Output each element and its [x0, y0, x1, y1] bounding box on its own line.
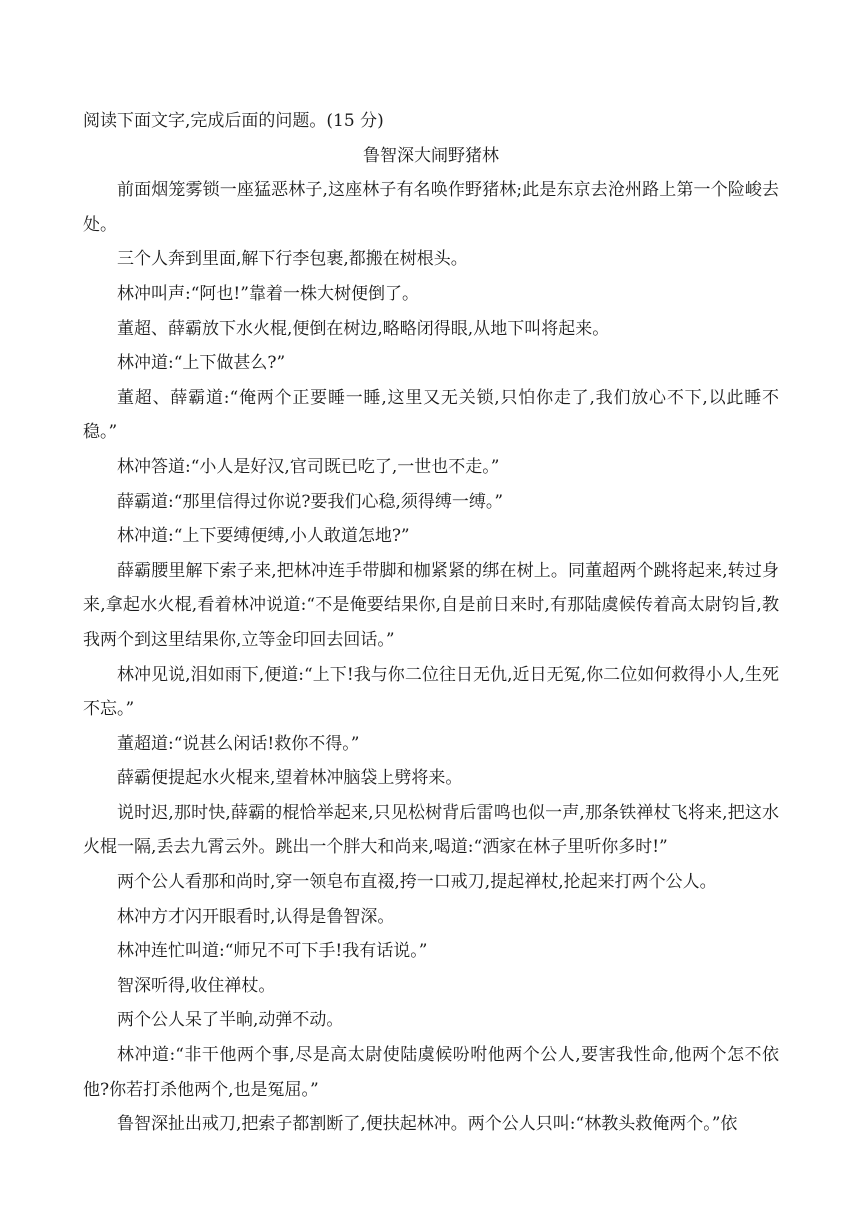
paragraph: 薛霸便提起水火棍来,望着林冲脑袋上劈将来。: [117, 768, 463, 789]
paragraph: 董超、薛霸放下水火棍,便倒在树边,略略闭得眼,从地下叫将起来。: [117, 318, 610, 339]
paragraph: 鲁智深扯出戒刀,把索子都割断了,便扶起林冲。两个公人只叫:“林教头救俺两个。”依: [117, 1114, 738, 1135]
paragraph: 董超道:“说甚么闲话!救你不得。”: [117, 733, 360, 754]
passage-title: 鲁智深大闹野猪林: [363, 145, 499, 166]
document-body: [83, 104, 779, 1142]
paragraph: 林冲道:“上下要缚便缚,小人敢道怎地?”: [117, 526, 410, 547]
paragraph: 说时迟,那时快,薛霸的棍恰举起来,只见松树背后雷鸣也似一声,那条铁禅杖飞将来,把这水火棍一隔,丢去九霄云外。跳出一个胖大和尚来,喝道:“洒家在林子里听你多时!”: [83, 802, 779, 858]
paragraph: 董超、薛霸道:“俺两个正要睡一睡,这里又无关锁,只怕你走了,我们放心不下,以此睡不稳。”: [83, 387, 779, 443]
paragraph: 薛霸腰里解下索子来,把林冲连手带脚和枷紧紧的绑在树上。同董超两个跳将起来,转过身来,拿起水火棍,看着林冲说道:“不是俺要结果你,自是前日来时,有那陆虞候传着高太尉钧旨,教我两个到这里结果你,立等金印回去回话。”: [83, 560, 779, 650]
paragraph: 三个人奔到里面,解下行李包裹,都搬在树根头。: [117, 249, 468, 270]
paragraph: 林冲连忙叫道:“师兄不可下手!我有话说。”: [117, 941, 428, 962]
paragraph: 智深听得,收住禅杖。: [117, 975, 276, 996]
paragraph: 林冲叫声:“阿也!”靠着一株大树便倒了。: [117, 283, 419, 304]
paragraph: 林冲道:“上下做甚么?”: [117, 353, 286, 374]
paragraph: 薛霸道:“那里信得过你说?要我们心稳,须得缚一缚。”: [117, 491, 504, 512]
paragraph: 前面烟笼雾锁一座猛恶林子,这座林子有名唤作野猪林;此是东京去沧州路上第一个险峻去处。: [83, 180, 779, 235]
paragraph: 林冲见说,泪如雨下,便道:“上下!我与你二位往日无仇,近日无冤,你二位如何救得小人,生死不忘。”: [83, 664, 779, 720]
paragraph: 林冲答道:“小人是好汉,官司既已吃了,一世也不走。”: [117, 456, 500, 477]
paragraph: 林冲方才闪开眼看时,认得是鲁智深。: [117, 906, 395, 927]
paragraph: 两个公人呆了半晌,动弹不动。: [117, 1010, 344, 1031]
paragraph: 林冲道:“非干他两个事,尽是高太尉使陆虞候吩咐他两个公人,要害我性命,他两个怎不依他?你若打杀他两个,也是冤屈。”: [83, 1045, 779, 1100]
paragraph: 两个公人看那和尚时,穿一领皂布直裰,挎一口戒刀,提起禅杖,抡起来打两个公人。: [117, 872, 717, 893]
question-instruction: 阅读下面文字,完成后面的问题。(15 分): [83, 111, 384, 131]
